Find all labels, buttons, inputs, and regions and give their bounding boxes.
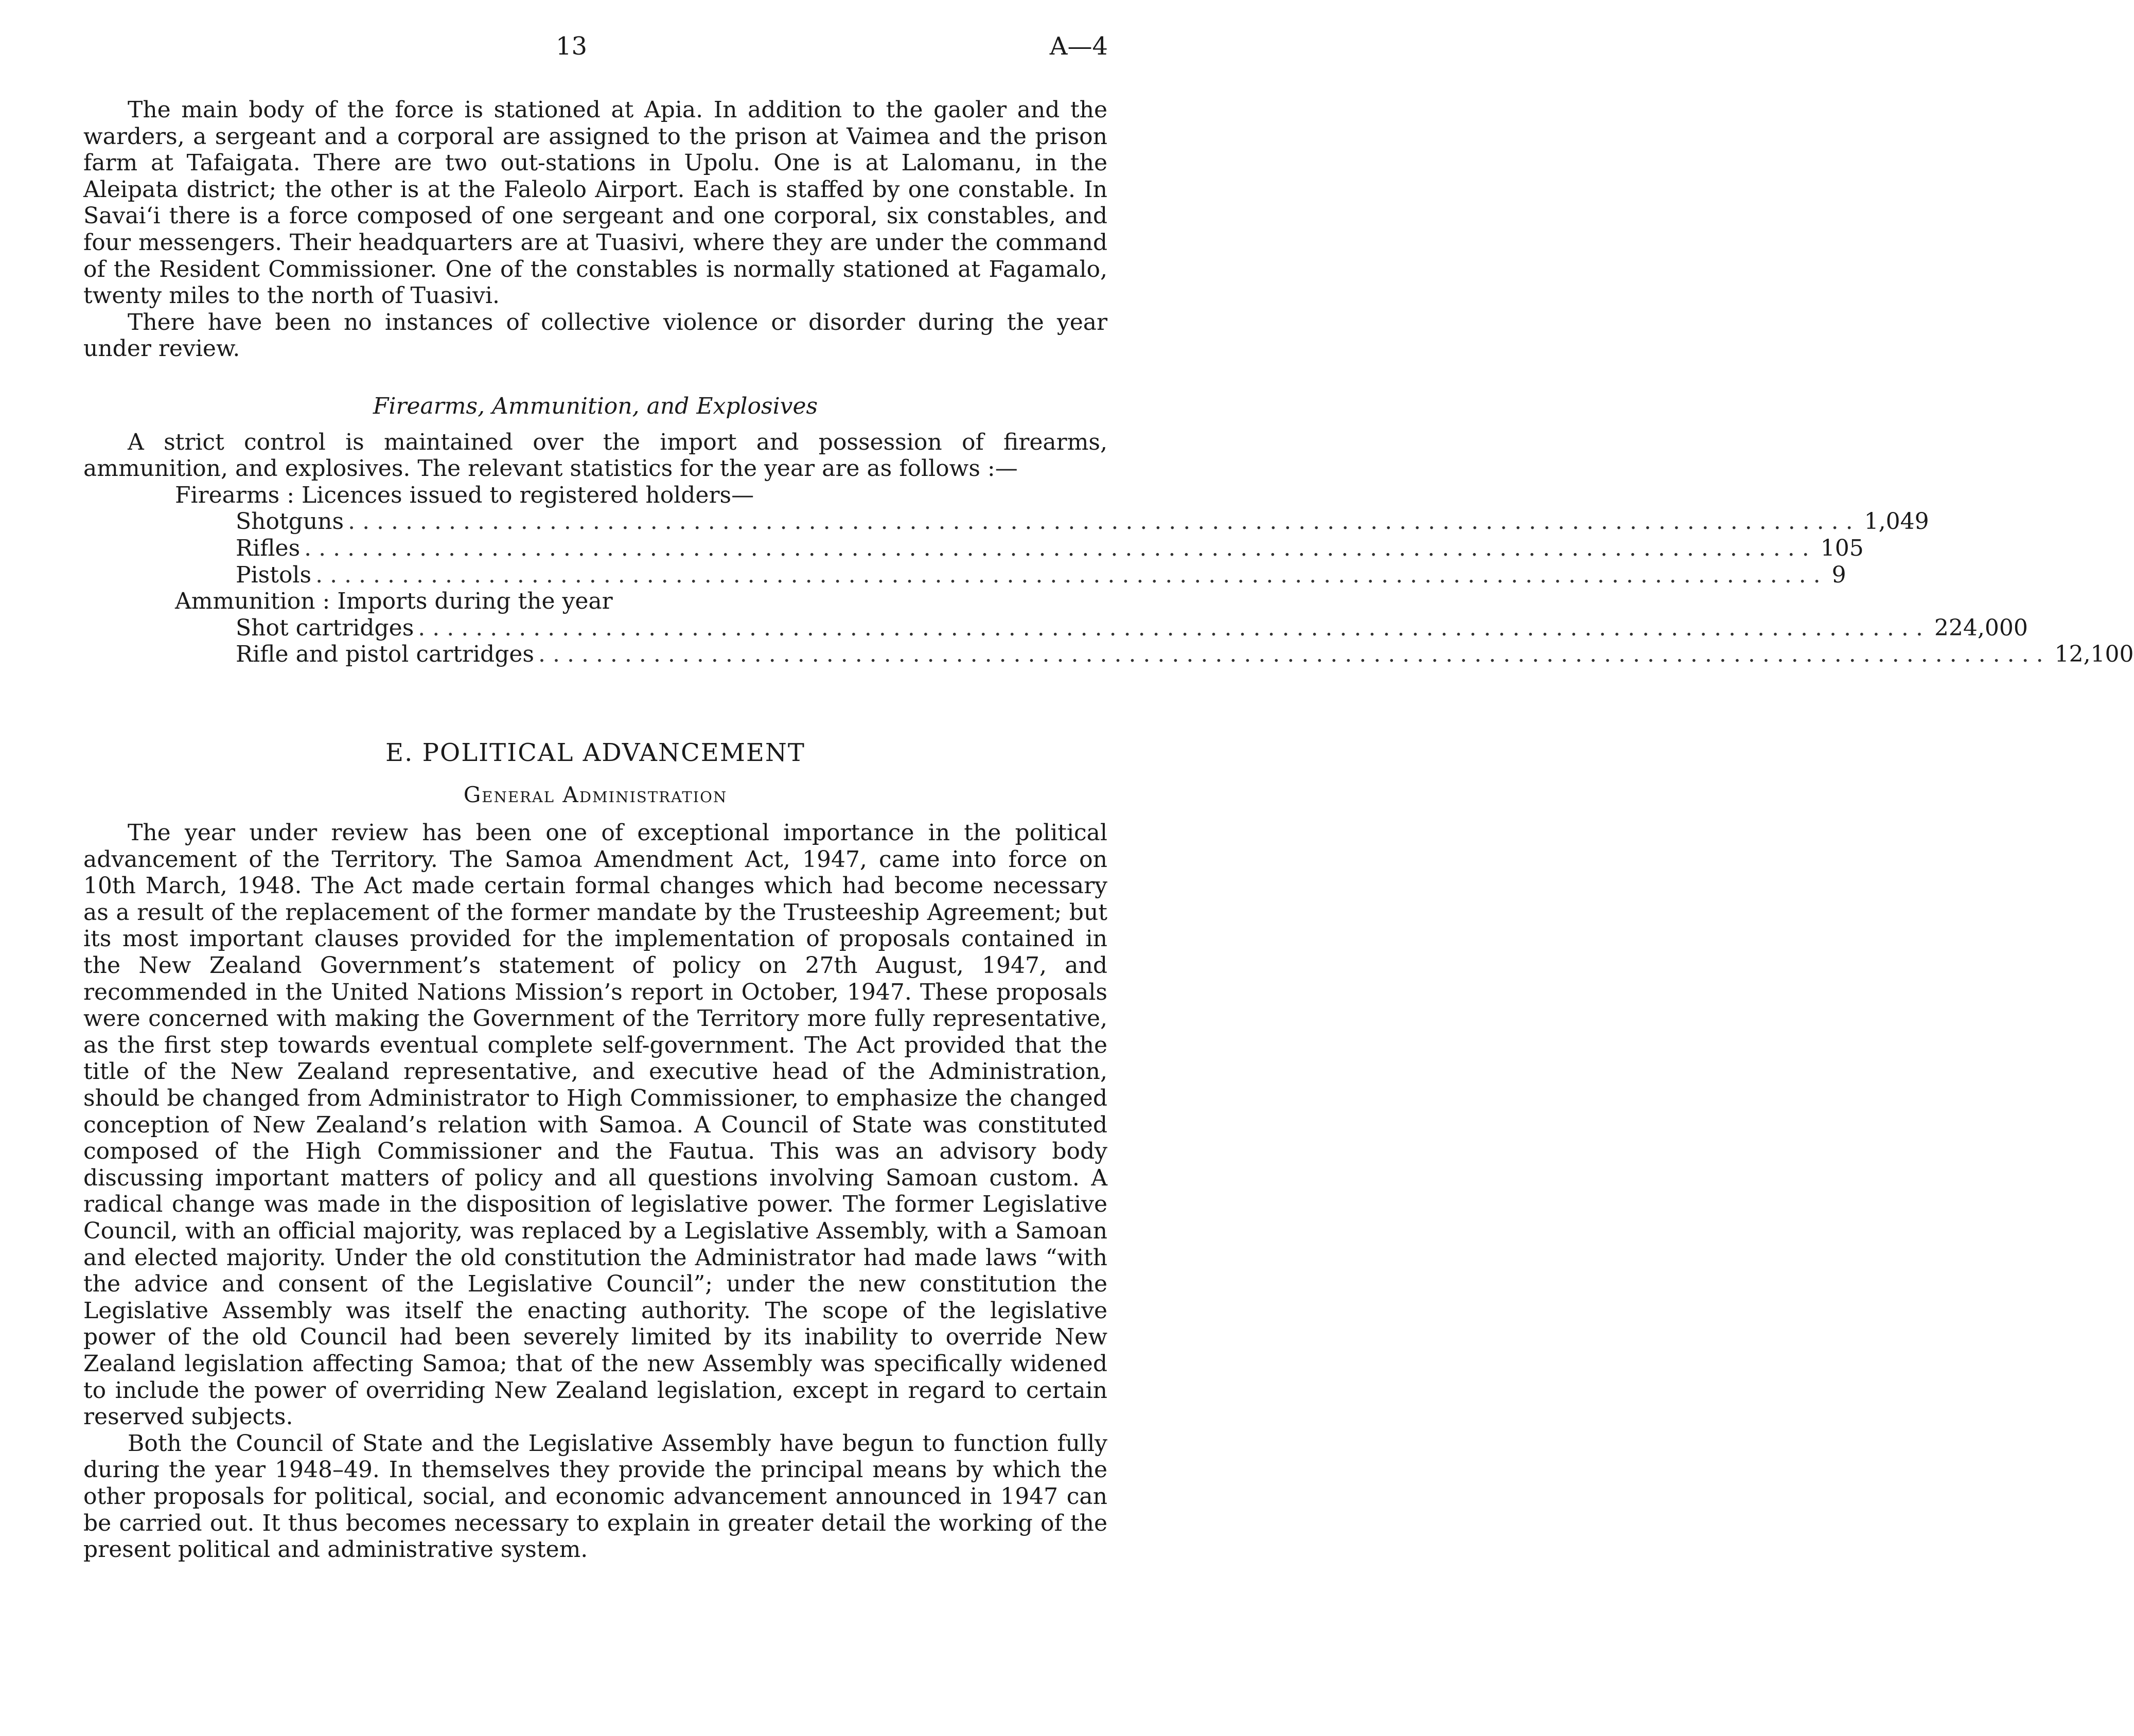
firearms-statistics xyxy=(83,482,2134,668)
police-paragraph-1: The main body of the force is stationed at Apia. In addition to the gaoler and the warders, a sergeant and a corporal are assigned to the prison at Vaimea and the prison farm at Tafaigata. There are two out-stations in Upolu. One is at Lalomanu, in the Aleipata district; the other is at the Faleolo Airport. Each is staffed by one constable. In Savai‘i there is a force composed of one sergeant and one corporal, six constables, and four messengers. Their headquarters are at Tuasivi, where they are under the command of the Resident Commissioner. One of the constables is normally stationed at Fagamalo, twenty miles to the north of Tuasivi. xyxy=(83,97,1107,309)
dot-leader: ......................................................................................................... xyxy=(538,641,2051,668)
dot-leader: ......................................................................................................... xyxy=(315,561,1828,588)
political-paragraph-1: The year under review has been one of exceptional importance in the political advancement of the Territory. The Samoa Amendment Act, 1947, came into force on 10th March, 1948. The Act made certain formal changes which had become necessary as a result of the replacement of the former mandate by the Trusteeship Agreement; but its most important clauses provided for the implementation of proposals contained in the New Zealand Government’s statement of policy on 27th August, 1947, and recommended in the United Nations Mission’s report in October, 1947. These proposals were concerned with making the Government of the Territory more fully representative, as the first step towards eventual complete self-government. The Act provided that the title of the New Zealand representative, and executive head of the Administration, should be changed from Administrator to High Commissioner, to emphasize the changed conception of New Zealand’s relation with Samoa. A Council of State was constituted composed of the High Commissioner and the Fautua. This was an advisory body discussing important matters of policy and all questions involving Samoan custom. A radical change was made in the disposition of legislative power. The former Legislative Council, with an official majority, was replaced by a Legislative Assembly, with a Samoan and elected majority. Under the old constitution the Administrator had made laws “with the advice and consent of the Legislative Council”; under the new constitution the Legislative Assembly was itself the enacting authority. The scope of the legislative power of the old Council had been severely limited by its inability to override New Zealand legislation affecting Samoa; that of the new Assembly was specifically widened to include the power of overriding New Zealand legislation, except in regard to certain reserved subjects. xyxy=(83,820,1107,1430)
subsection-title: General Administration xyxy=(463,782,728,808)
stat-row-rifles xyxy=(83,535,1864,562)
page-body xyxy=(83,97,2134,1563)
dot-leader: ......................................................................................................... xyxy=(304,535,1816,561)
section-title: E. POLITICAL ADVANCEMENT xyxy=(385,738,805,767)
stat-name: Shotguns xyxy=(236,508,344,535)
stat-row-pistols xyxy=(83,561,1846,589)
firearms-intro: A strict control is maintained over the import and possession of firearms, ammunition, and explosives. The relevant statistics for the year are as follows :— xyxy=(83,429,1107,482)
stat-value: 224,000 xyxy=(1934,614,2028,641)
page-header xyxy=(0,32,1130,73)
stat-row-rifle-pistol-cartridges xyxy=(83,641,2134,668)
firearms-heading: Firearms, Ammunition, and Explosives xyxy=(373,393,818,419)
stat-value: 105 xyxy=(1820,535,1864,561)
dot-leader: ......................................................................................................... xyxy=(348,508,1860,535)
political-paragraph-2: Both the Council of State and the Legislative Assembly have begun to function fully during the year 1948–49. In themselves they provide the principal means by which the other proposals for political, social, and economic advancement announced in 1947 can be carried out. It thus becomes necessary to explain in greater detail the working of the present political and administrative system. xyxy=(83,1430,1107,1563)
police-paragraph-2: There have been no instances of collective violence or disorder during the year under review. xyxy=(83,309,1107,362)
stat-name: Shot cartridges xyxy=(236,614,414,641)
page-number: 13 xyxy=(556,32,588,61)
stat-value: 12,100 xyxy=(2054,641,2134,668)
document-reference: A—4 xyxy=(1049,32,1108,61)
stat-name: Rifle and pistol cartridges xyxy=(236,641,534,668)
stat-name: Rifles xyxy=(236,535,301,561)
stat-row-shot-cartridges xyxy=(83,614,2028,642)
stat-value: 9 xyxy=(1831,561,1846,588)
ammunition-label: Ammunition : Imports during the year xyxy=(175,588,613,615)
firearms-label: Firearms : Licences issued to registered holders— xyxy=(175,482,754,508)
stat-name: Pistols xyxy=(236,561,312,588)
stat-row-shotguns xyxy=(83,508,1929,535)
stat-value: 1,049 xyxy=(1864,508,1929,535)
dot-leader: ......................................................................................................... xyxy=(418,614,1930,641)
